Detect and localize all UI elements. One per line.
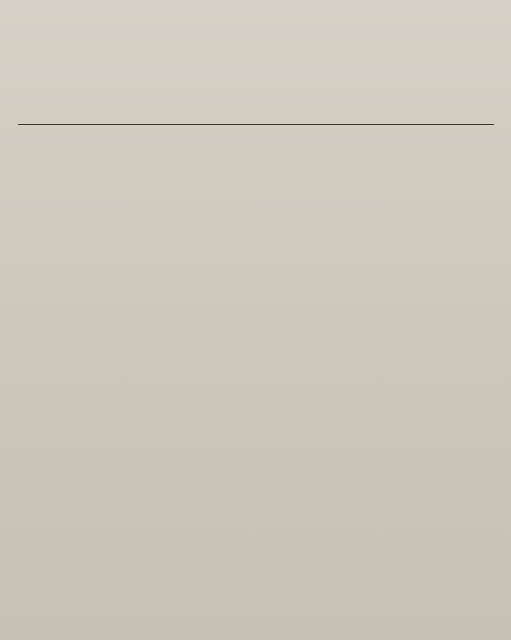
headline-line-1 bbox=[18, 14, 488, 62]
article-column-right bbox=[260, 134, 500, 634]
article-column-left bbox=[18, 134, 248, 634]
headline-divider bbox=[18, 124, 494, 125]
headline bbox=[18, 14, 488, 114]
headline-line-2 bbox=[18, 62, 488, 110]
